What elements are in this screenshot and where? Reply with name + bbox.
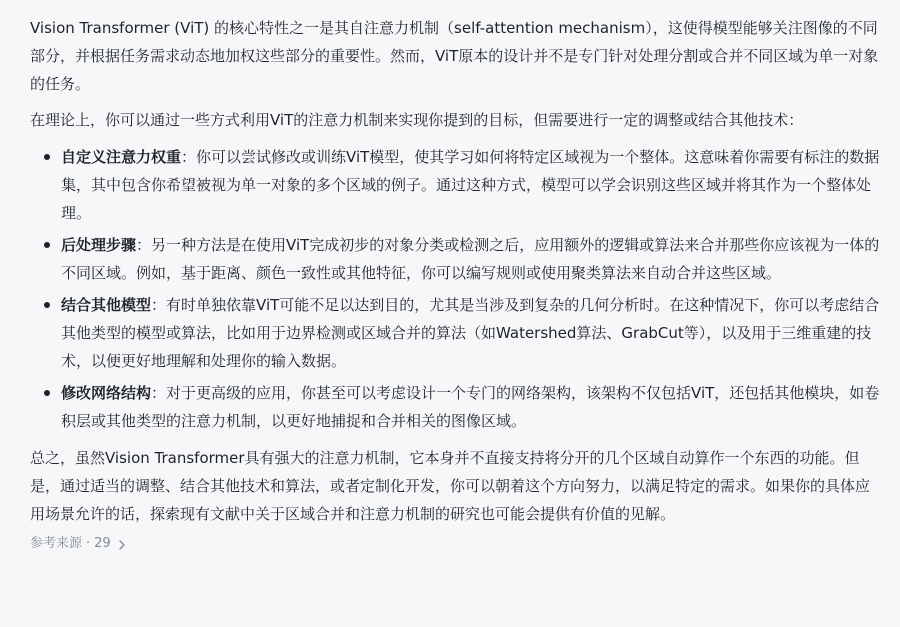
list-item-text: ：另一种方法是在使用ViT完成初步的对象分类或检测之后，应用额外的逻辑或算法来合并那些你应该视为一体的不同区域。例如，基于距离、颜色一致性或其他特征，你可以编写规则或使用聚类算法来自动合并这些区域。 [61, 236, 880, 282]
list-item [61, 291, 884, 375]
list-item [61, 231, 884, 287]
references-link[interactable] [30, 534, 127, 554]
method-list [30, 143, 884, 435]
summary-paragraph: 总之，虽然Vision Transformer具有强大的注意力机制，它本身并不直接支持将分开的几个区域自动算作一个东西的功能。但是，通过适当的调整、结合其他技术和算法，或者定制化开发，你可以朝着这个方向努力，以满足特定的需求。如果你的具体应用场景允许的话，探索现有文献中关于区域合并和注意力机制的研究也可能会提供有价值的见解。 [30, 449, 871, 523]
approach-paragraph: 在理论上，你可以通过一些方式利用ViT的注意力机制来实现你提到的目标，但需要进行一定的调整或结合其他技术： [30, 111, 804, 129]
list-item-text: ：有时单独依靠ViT可能不足以达到目的，尤其是当涉及到复杂的几何分析时。在这种情况下，你可以考虑结合其他类型的模型或算法，比如用于边界检测或区域合并的算法（如Watershed算法、GrabCut等），以及用于三维重建的技术，以便更好地理解和处理你的输入数据。 [61, 296, 880, 370]
list-item-term: 后处理步骤 [61, 236, 137, 254]
list-item-text: ：对于更高级的应用，你甚至可以考虑设计一个专门的网络架构，该架构不仅包括ViT，还包括其他模块，如卷积层或其他类型的注意力机制，以更好地捕捉和合并相关的图像区域。 [61, 384, 880, 430]
list-item [61, 379, 884, 435]
references-label: 参考来源 [30, 536, 83, 551]
references-separator: · [86, 536, 91, 551]
list-item [61, 143, 884, 227]
list-item-term: 结合其他模型 [61, 296, 152, 314]
list-item-text: ：你可以尝试修改或训练ViT模型，使其学习如何将特定区域视为一个整体。这意味着你需要有标注的数据集，其中包含你希望被视为单一对象的多个区域的例子。通过这种方式，模型可以学会识别这些区域并将其作为一个整体处理。 [61, 148, 880, 222]
intro-paragraph: Vision Transformer (ViT) 的核心特性之一是其自注意力机制（self-attention mechanism），这使得模型能够关注图像的不同部分，并根据任务需求动态地加权这些部分的重要性。然而，ViT原本的设计并不是专门针对处理分割或合并不同区域为单一对象的任务。 [30, 19, 879, 93]
references-count: 29 [94, 536, 111, 551]
list-item-term: 自定义注意力权重 [61, 148, 182, 166]
chevron-right-icon [117, 538, 127, 550]
list-item-term: 修改网络结构 [61, 384, 152, 402]
